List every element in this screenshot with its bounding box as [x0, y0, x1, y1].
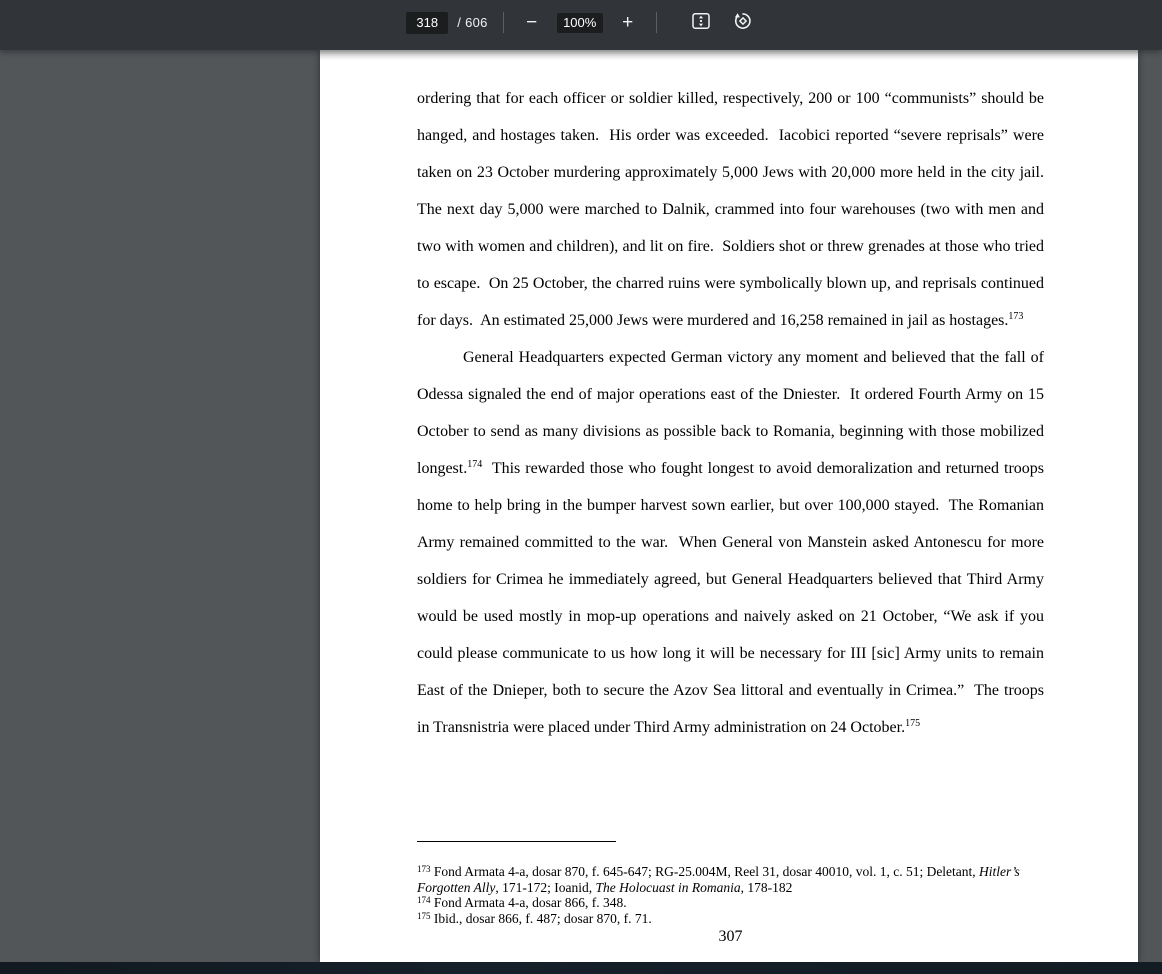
body-line: [417, 450, 1044, 487]
text-run: Forgotten Ally: [417, 879, 496, 895]
body-line: [417, 413, 1044, 450]
page-body: [417, 80, 1044, 746]
body-line: [417, 376, 1044, 413]
body-line: [417, 80, 1044, 117]
pdf-page: [320, 50, 1138, 962]
fit-to-page-button[interactable]: [688, 10, 714, 36]
fit-to-page-icon: [691, 11, 711, 34]
body-line: [417, 265, 1044, 302]
zoom-level-input[interactable]: 100%: [557, 13, 603, 33]
text-run: , 178-182: [740, 879, 793, 895]
footnote-ref: 173: [1008, 311, 1024, 322]
body-line: [417, 598, 1044, 635]
toolbar-divider: [503, 12, 504, 33]
text-run: Odessa signaled the end of major operations east of the Dniester. It ordered Fourth Army on 15: [417, 386, 1044, 403]
text-run: , 171-172; Ioanid,: [495, 879, 596, 895]
text-run: two with women and children), and lit on fire. Soldiers shot or threw grenades at those who tried: [417, 238, 1044, 255]
footnote-ref: 174: [417, 895, 431, 905]
text-run: longest.: [417, 460, 468, 477]
footnote-line: [417, 895, 1047, 911]
footnote-line: [417, 864, 1047, 880]
text-run: for days. An estimated 25,000 Jews were murdered and 16,258 remained in jail as hostages.: [417, 312, 1009, 329]
body-line: [417, 672, 1044, 709]
text-run: could please communicate to us how long it will be necessary for III [sic] Army units to remain: [417, 645, 1044, 662]
body-line: [417, 709, 1044, 746]
page-count-label: / 606: [457, 15, 488, 30]
page-number: 307: [718, 928, 743, 945]
text-run: Fond Armata 4-a, dosar 866, f. 348.: [430, 895, 627, 910]
text-run: October to send as many divisions as possible back to Romania, beginning with those mobilized: [417, 423, 1044, 440]
toolbar-divider: [656, 12, 657, 33]
text-run: East of the Dnieper, both to secure the Azov Sea littoral and eventually in Crimea.” The troops: [417, 682, 1044, 699]
text-run: soldiers for Crimea he immediately agreed, but General Headquarters believed that Third Army: [417, 571, 1044, 588]
text-run: taken on 23 October murdering approximately 5,000 Jews with 20,000 more held in the city jail.: [417, 164, 1044, 181]
text-run: ordering that for each officer or soldier killed, respectively, 200 or 100 “communists” should be: [417, 90, 1044, 107]
footnotes: [417, 864, 1047, 926]
text-run: Ibid., dosar 866, f. 487; dosar 870, f. 71.: [430, 910, 652, 926]
footnote-line: [417, 880, 1047, 896]
footnote-ref: 173: [417, 864, 431, 874]
footnote-separator: [417, 841, 616, 842]
body-line: [417, 524, 1044, 561]
body-line: [417, 117, 1044, 154]
text-run: Hitler’s: [979, 864, 1020, 879]
text-run: Fond Armata 4-a, dosar 870, f. 645-647; RG-25.004M, Reel 31, dosar 40010, vol. 1, c. 51; Deletant,: [430, 864, 980, 879]
page-number-input[interactable]: [406, 12, 448, 34]
footnote-ref: 175: [417, 910, 431, 921]
text-run: The Holocuast in Romania: [595, 879, 741, 895]
bottom-bar: [0, 962, 1162, 974]
text-run: in Transnistria were placed under Third Army administration on 24 October.: [417, 719, 906, 736]
text-run: The next day 5,000 were marched to Dalnik, crammed into four warehouses (two with men and: [417, 201, 1044, 218]
zoom-out-button[interactable]: −: [519, 10, 545, 36]
text-run: General Headquarters expected German victory any moment and believed that the fall of: [463, 349, 1044, 366]
body-line: [417, 302, 1044, 339]
document-viewport[interactable]: [0, 50, 1162, 974]
text-run: home to help bring in the bumper harvest sown earlier, but over 100,000 stayed. The Romanian: [417, 497, 1044, 514]
body-line: [417, 228, 1044, 265]
body-line: [417, 191, 1044, 228]
body-line: [417, 487, 1044, 524]
text-run: would be used mostly in mop-up operations and naively asked on 21 October, “We ask if you: [417, 608, 1044, 625]
body-line: [417, 154, 1044, 191]
text-run: This rewarded those who fought longest to avoid demoralization and returned troops: [482, 460, 1044, 477]
body-line: [417, 339, 1044, 376]
body-line: [417, 561, 1044, 598]
rotate-counterclockwise-button[interactable]: [730, 10, 756, 36]
text-run: to escape. On 25 October, the charred ruins were symbolically blown up, and reprisals continued: [417, 275, 1044, 292]
footnote-ref: 175: [905, 718, 921, 729]
rotate-counterclockwise-icon: [733, 11, 753, 34]
zoom-in-button[interactable]: +: [615, 10, 641, 36]
body-line: [417, 635, 1044, 672]
footnote-ref: 174: [467, 459, 483, 470]
pdf-toolbar: [0, 0, 1162, 50]
text-run: Army remained committed to the war. When General von Manstein asked Antonescu for more: [417, 534, 1044, 551]
toolbar-controls: [0, 0, 1162, 50]
text-run: hanged, and hostages taken. His order was exceeded. Iacobici reported “severe reprisals” were: [417, 127, 1044, 144]
footnote-line: [417, 911, 1047, 927]
